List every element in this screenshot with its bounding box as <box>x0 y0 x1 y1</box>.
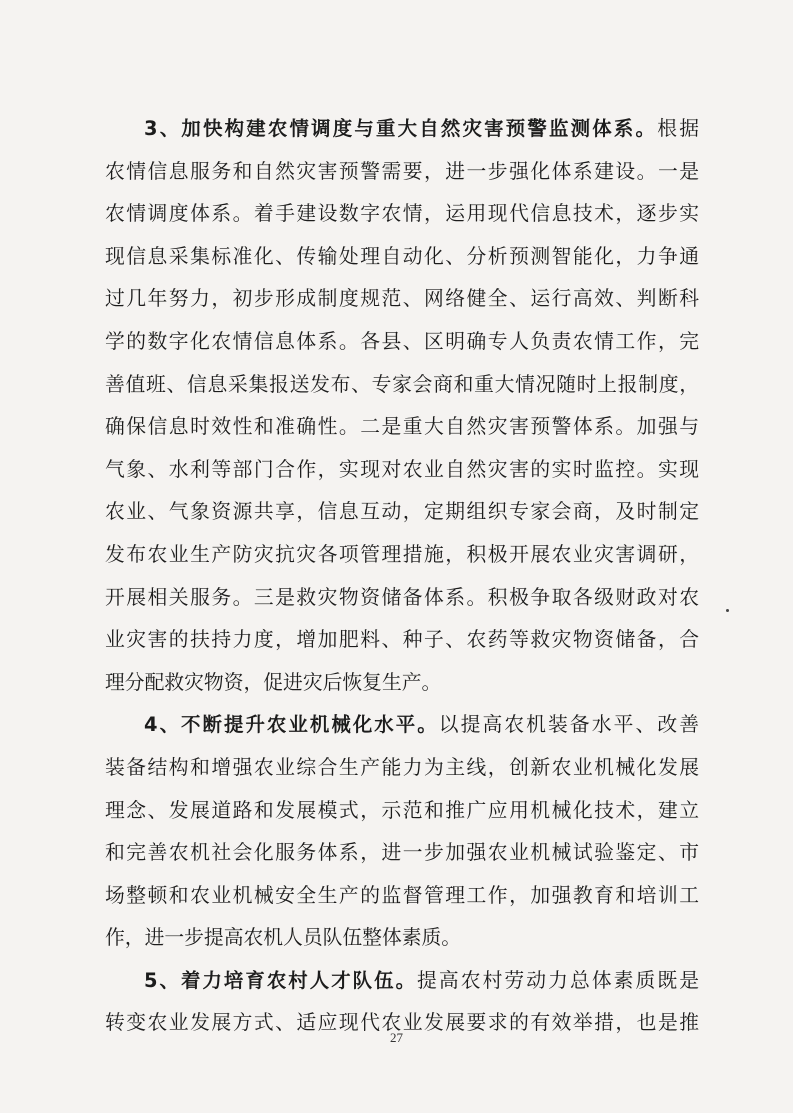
text-line: 理分配救灾物资，促进灾后恢复生产。 <box>105 670 442 694</box>
paragraph-4-first-line <box>105 704 699 747</box>
paragraph-3-first-line <box>105 108 699 151</box>
paragraph-5-first-line <box>105 960 699 1003</box>
paragraph-4-first-text: 以提高农机装备水平、改善 <box>438 713 699 737</box>
text-line: 确保信息时效性和准确性。二是重大自然灾害预警体系。加强与 <box>105 415 699 439</box>
text-line: 和完善农机社会化服务体系，进一步加强农业机械试验鉴定、市 <box>105 841 699 865</box>
paragraph-5-heading: 5、着力培育农村人才队伍。 <box>144 968 418 992</box>
text-line: 过几年努力，初步形成制度规范、网络健全、运行高效、判断科 <box>105 287 699 311</box>
body-text <box>105 108 699 1045</box>
text-line: 发布农业生产防灾抗灾各项管理措施，积极开展农业灾害调研， <box>105 542 699 566</box>
text-line: 善值班、信息采集报送发布、专家会商和重大情况随时上报制度， <box>105 372 699 396</box>
text-line: 开展相关服务。三是救灾物资储备体系。积极争取各级财政对农 <box>105 585 699 609</box>
text-line: 农情信息服务和自然灾害预警需要，进一步强化体系建设。一是 <box>105 159 699 183</box>
text-line: 现信息采集标准化、传输处理自动化、分析预测智能化，力争通 <box>105 244 699 268</box>
paragraph-4-heading: 4、不断提升农业机械化水平。 <box>144 713 439 737</box>
text-line: 农业、气象资源共享，信息互动，定期组织专家会商，及时制定 <box>105 500 699 524</box>
text-line: 装备结构和增强农业综合生产能力为主线，创新农业机械化发展 <box>105 755 699 779</box>
text-line: 业灾害的扶持力度，增加肥料、种子、农药等救灾物资储备，合 <box>105 628 699 652</box>
scan-speck <box>726 609 729 612</box>
text-line: 作，进一步提高农机人员队伍整体素质。 <box>105 926 462 950</box>
text-line: 转变农业发展方式、适应现代农业发展要求的有效举措，也是推 <box>105 1011 699 1035</box>
paragraph-3-heading: 3、加快构建农情调度与重大自然灾害预警监测体系。 <box>144 117 658 140</box>
text-line: 学的数字化农情信息体系。各县、区明确专人负责农情工作，完 <box>105 329 699 353</box>
text-line: 理念、发展道路和发展模式，示范和推广应用机械化技术，建立 <box>105 798 699 822</box>
paragraph-3-first-text: 根据 <box>657 117 699 140</box>
text-line: 气象、水利等部门合作，实现对农业自然灾害的实时监控。实现 <box>105 457 699 481</box>
paragraph-5-first-text: 提高农村劳动力总体素质既是 <box>417 968 699 992</box>
text-line: 农情调度体系。着手建设数字农情，运用现代信息技术，逐步实 <box>105 202 699 226</box>
page-number: 27 <box>390 1030 403 1045</box>
text-line: 场整顿和农业机械安全生产的监督管理工作，加强教育和培训工 <box>105 883 699 907</box>
